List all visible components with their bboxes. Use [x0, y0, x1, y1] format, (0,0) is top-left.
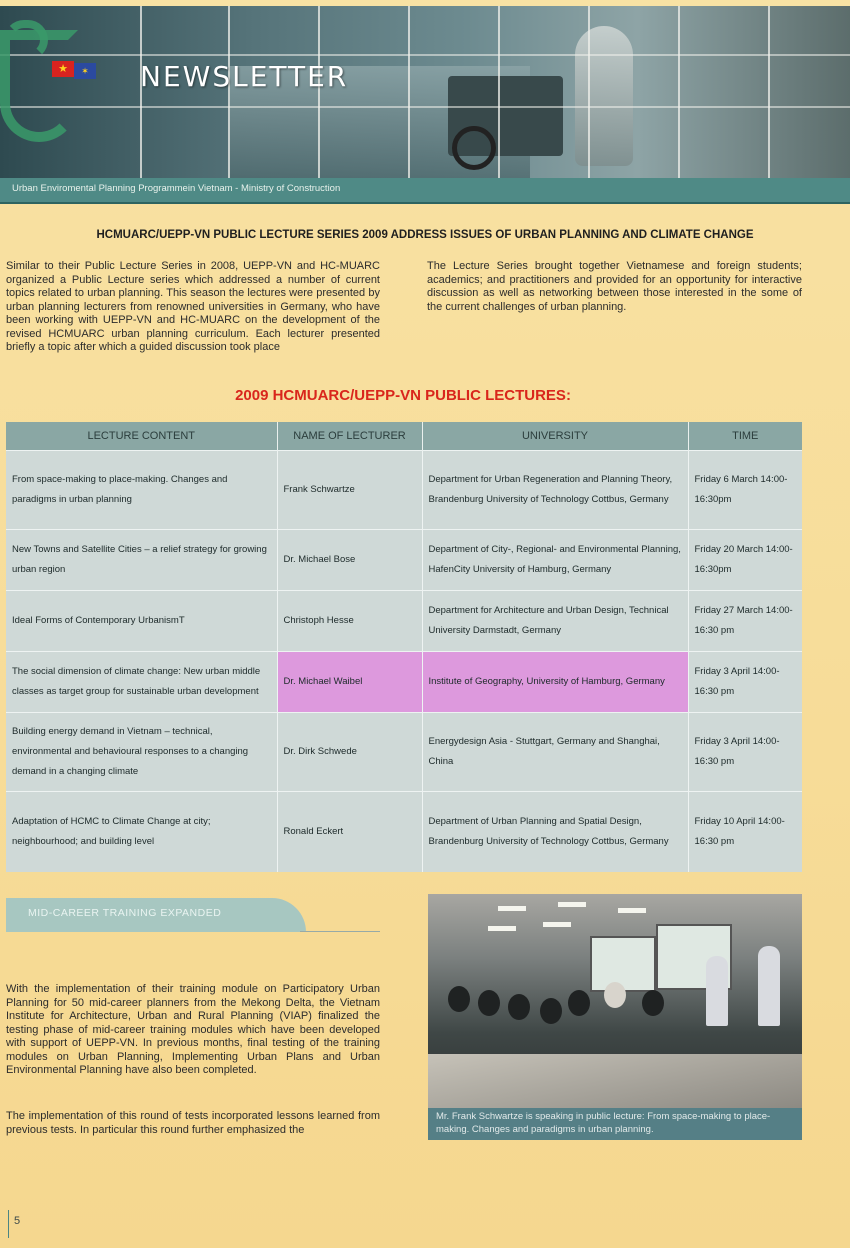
time-cell: Friday 27 March 14:00-16:30 pm — [688, 591, 802, 652]
programme-subtitle: Urban Enviromental Planning Programmein Vietnam - Ministry of Construction — [12, 183, 341, 194]
article-heading: HCMUARC/UEPP-VN PUBLIC LECTURE SERIES 2009 ADDRESS ISSUES OF URBAN PLANNING AND CLIMATE CHANGE — [96, 229, 754, 241]
lecturer-cell: Dr. Michael Bose — [277, 530, 422, 591]
table-header-row — [6, 422, 802, 451]
table-row — [6, 451, 802, 530]
lecture-content-cell: Building energy demand in Vietnam – technical, environmental and behavioural responses to a changing demand in a changing climate — [6, 713, 277, 792]
banner-grid-line — [588, 6, 590, 178]
lecturer-cell-highlighted: Dr. Michael Waibel — [277, 652, 422, 713]
table-row — [6, 652, 802, 713]
banner-grid-line — [0, 54, 850, 56]
banner-photo-cart-wheel — [452, 126, 496, 170]
column-header-time: TIME — [688, 422, 802, 451]
lecture-content-cell: From space-making to place-making. Changes and paradigms in urban planning — [6, 451, 277, 530]
column-header-lecturer: NAME OF LECTURER — [277, 422, 422, 451]
header-banner — [0, 6, 850, 178]
uepp-logo-swirl-icon — [4, 20, 48, 60]
lectures-table — [6, 422, 802, 872]
lectures-heading: 2009 HCMUARC/UEPP-VN PUBLIC LECTURES: — [235, 387, 571, 404]
page-number: 5 — [14, 1215, 21, 1227]
photo-speaker — [706, 956, 728, 1026]
training-paragraph-1: With the implementation of their training module on Participatory Urban Planning for 50 mid-career planners from the Mekong Delta, the Vietnam Institute for Architecture, Urban and Rural Planning (VIAP) finalized the testing phase of mid-career training modules which have been developed with support of UEPP-VN. In previous months, final testing of the training modules on Urban Planning, Implementing Urban Plans and Urban Environmental Planning have also been completed. — [6, 983, 380, 1076]
photo-audience — [448, 986, 470, 1012]
photo-audience — [568, 990, 590, 1016]
lecturer-cell: Frank Schwartze — [277, 451, 422, 530]
university-cell: Department of City-, Regional- and Environmental Planning, HafenCity University of Hamburg, Germany — [422, 530, 688, 591]
lecture-photo — [428, 894, 802, 1108]
photo-ceiling-light — [488, 926, 516, 931]
lecture-content-cell: The social dimension of climate change: New urban middle classes as target group for sustainable urban development — [6, 652, 277, 713]
university-cell: Energydesign Asia - Stuttgart, Germany and Shanghai, China — [422, 713, 688, 792]
photo-ceiling-light — [543, 922, 571, 927]
photo-audience — [540, 998, 562, 1024]
vietnam-flag-icon: ★ — [52, 61, 74, 77]
training-paragraph-2: The implementation of this round of tests incorporated lessons learned from previous tests. In particular this round further emphasized the — [6, 1110, 380, 1136]
time-cell: Friday 6 March 14:00-16:30pm — [688, 451, 802, 530]
photo-audience — [642, 990, 664, 1016]
photo-ceiling-light — [498, 906, 526, 911]
photo-caption: Mr. Frank Schwartze is speaking in public lecture: From space-making to place-making. Changes and paradigms in urban planning. — [436, 1111, 771, 1135]
column-header-lecture-content: LECTURE CONTENT — [6, 422, 277, 451]
banner-grid-line — [0, 106, 850, 108]
university-cell: Department for Architecture and Urban Design, Technical University Darmstadt, Germany — [422, 591, 688, 652]
university-cell: Department of Urban Planning and Spatial Design, Brandenburg University of Technology Cottbus, Germany — [422, 792, 688, 873]
lecture-content-cell: Adaptation of HCMC to Climate Change at city; neighbourhood; and building level — [6, 792, 277, 873]
banner-grid-line — [408, 6, 410, 178]
time-cell: Friday 3 April 14:00-16:30 pm — [688, 652, 802, 713]
photo-speaker — [758, 946, 780, 1026]
university-cell-highlighted: Institute of Geography, University of Hamburg, Germany — [422, 652, 688, 713]
table-row — [6, 713, 802, 792]
photo-table — [428, 1054, 802, 1108]
photo-audience — [478, 990, 500, 1016]
lecturer-cell: Dr. Dirk Schwede — [277, 713, 422, 792]
photo-ceiling-light — [558, 902, 586, 907]
banner-grid-line — [498, 6, 500, 178]
lecture-content-cell: Ideal Forms of Contemporary UrbanismT — [6, 591, 277, 652]
time-cell: Friday 3 April 14:00-16:30 pm — [688, 713, 802, 792]
table-row — [6, 591, 802, 652]
table-row — [6, 792, 802, 873]
lecture-content-cell: New Towns and Satellite Cities – a relief strategy for growing urban region — [6, 530, 277, 591]
banner-grid-line — [768, 6, 770, 178]
photo-ceiling-light — [618, 908, 646, 913]
time-cell: Friday 20 March 14:00-16:30pm — [688, 530, 802, 591]
section-divider — [300, 931, 380, 932]
page-number-rule — [8, 1210, 9, 1238]
column-header-university: UNIVERSITY — [422, 422, 688, 451]
newsletter-title: NEWSLETTER — [140, 60, 349, 93]
lecturer-cell: Christoph Hesse — [277, 591, 422, 652]
eu-flag-icon: ✶ — [74, 63, 96, 79]
lecturer-cell: Ronald Eckert — [277, 792, 422, 873]
table-row — [6, 530, 802, 591]
photo-audience — [508, 994, 530, 1020]
photo-projection-screen — [590, 936, 656, 992]
banner-photo-worker — [575, 26, 633, 166]
banner-grid-line — [678, 6, 680, 178]
article-paragraph-left: Similar to their Public Lecture Series in 2008, UEPP-VN and HC-MUARC organized a Public Lecture series which addressed a number of current topics related to urban planning. This season the lectures were presented by urban planning lecturers from renowned universities in Germany, who have been working with UEPP-VN and HC-MUARC on the development of the revised HCMUARC urban planning curriculum. Each lecturer presented briefly a topic after which a guided discussion took place — [6, 260, 380, 353]
photo-audience — [604, 982, 626, 1008]
section-label-training: MID-CAREER TRAINING EXPANDED — [28, 907, 222, 919]
university-cell: Department for Urban Regeneration and Planning Theory, Brandenburg University of Technology Cottbus, Germany — [422, 451, 688, 530]
time-cell: Friday 10 April 14:00-16:30 pm — [688, 792, 802, 873]
article-paragraph-right: The Lecture Series brought together Vietnamese and foreign students; academics; and practitioners and provided for an opportunity for interactive discussion as well as networking between those interested in the some of the current challenges of urban planning. — [427, 260, 802, 313]
